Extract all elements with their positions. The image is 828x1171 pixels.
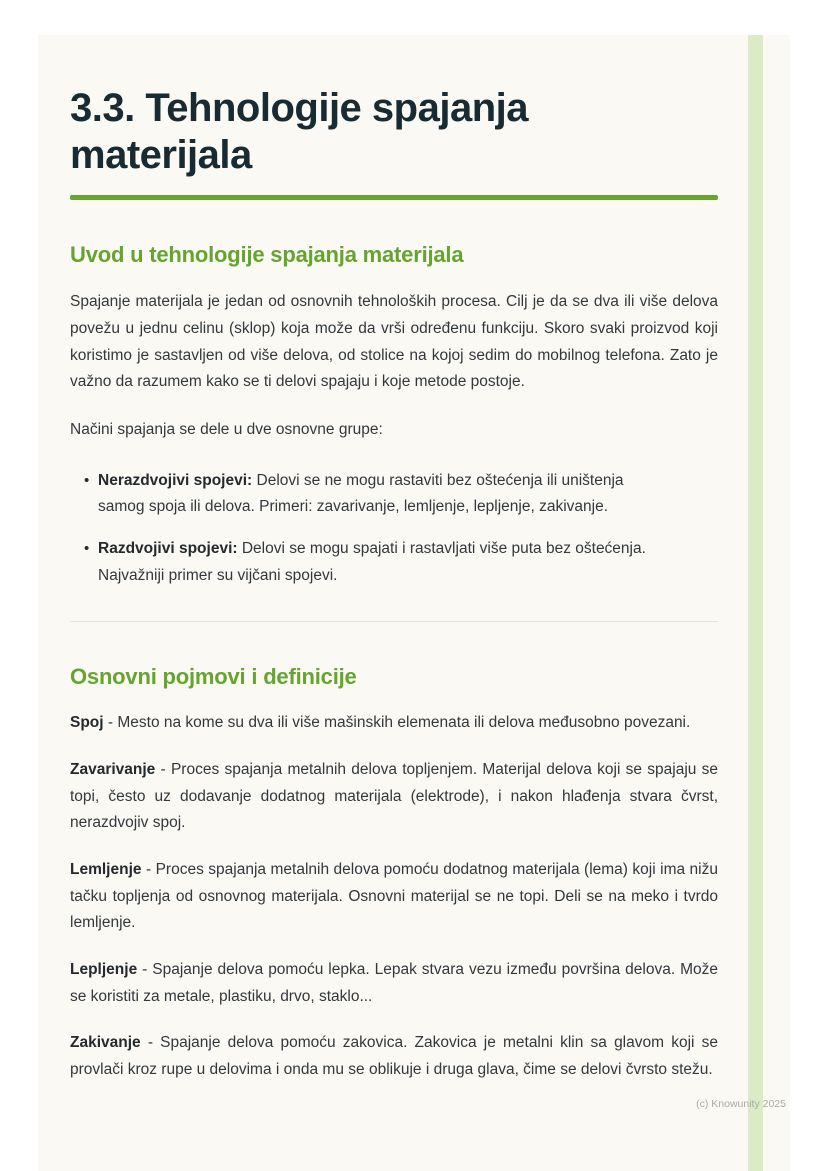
definition-lemljenje xyxy=(70,857,718,937)
document-content xyxy=(38,35,790,1084)
list-item-term: Nerazdvojivi spojevi: xyxy=(98,471,253,489)
definition-term: Zakivanje xyxy=(70,1034,141,1052)
definition-zavarivanje xyxy=(70,757,718,837)
paragraph-intro: Spajanje materijala je jedan od osnovnih tehnoloških procesa. Cilj je da se dva ili više delova povežu u jednu celinu (sklop) koja može da vrši određenu funkciju. Skoro svaki proizvod koji koristimo je sastavljen od više delova, od stolice na kojoj sedim do mobilnog telefona. Zato je važno da razumem kako se ti delovi spajaju i koje metode postoje. xyxy=(70,293,718,391)
list-item-desc: Delovi se ne mogu rastaviti bez oštećenja ili uništenja samog spoja ili delova. Primeri: zavarivanje, lemljenje, lepljenje, zakivanje. xyxy=(98,471,624,516)
definition-lepljenje xyxy=(70,957,718,1010)
definition-term: Lepljenje xyxy=(70,960,138,978)
definition-text: - Mesto na kome su dva ili više mašinskih elemenata ili delova međusobno povezani. xyxy=(103,714,691,732)
list-item-desc: Delovi se mogu spajati i rastavljati više puta bez oštećenja. Najvažniji primer su vijčani spojevi. xyxy=(98,539,646,584)
definition-zakivanje xyxy=(70,1030,718,1083)
page-title: 3.3. Tehnologije spajanja materijala xyxy=(70,86,528,178)
definition-text: - Proces spajanja metalnih delova topljenjem. Materijal delova koji se spajaju se topi, često uz dodavanje dodatnog materijala (elektrode), i nakon hlađenja stvara čvrst, nerazdvojiv spoj. xyxy=(70,760,718,832)
joining-groups-list xyxy=(70,468,718,590)
copyright-footer: (c) Knowunity 2025 xyxy=(696,1098,786,1110)
title-divider xyxy=(70,195,718,200)
definition-spoj xyxy=(70,710,718,737)
bullet-icon: • xyxy=(84,539,90,557)
section-divider xyxy=(70,621,718,622)
document-page xyxy=(38,35,790,1171)
list-item-term: Razdvojivi spojevi: xyxy=(98,539,238,557)
list-item-razdvojivi xyxy=(84,536,660,589)
list-item-nerazdvojivi xyxy=(84,468,660,521)
section-heading-uvod: Uvod u tehnologije spajanja materijala xyxy=(70,242,464,268)
definition-term: Zavarivanje xyxy=(70,760,156,778)
paragraph-groups-lead: Načini spajanja se dele u dve osnovne grupe: xyxy=(70,421,383,438)
definition-term: Spoj xyxy=(70,714,104,732)
list-item-text xyxy=(98,536,660,589)
section-heading-pojmovi: Osnovni pojmovi i definicije xyxy=(70,664,357,690)
definition-text: - Spajanje delova pomoću zakovica. Zakovica je metalni klin sa glavom koji se provlači kroz rupe u delovima i onda mu se oblikuje i druga glava, čime se delovi čvrsto stežu. xyxy=(70,1034,718,1078)
list-item-text xyxy=(98,468,660,521)
bullet-icon: • xyxy=(84,471,90,489)
definition-term: Lemljenje xyxy=(70,860,142,878)
definition-text: - Spajanje delova pomoću lepka. Lepak stvara vezu između površina delova. Može se koristiti za metale, plastiku, drvo, staklo... xyxy=(70,960,718,1005)
definition-text: - Proces spajanja metalnih delova pomoću dodatnog materijala (lema) koji ima nižu tačku topljenja od osnovnog materijala. Osnovni materijal se ne topi. Deli se na meko i tvrdo lemljenje. xyxy=(70,860,718,932)
